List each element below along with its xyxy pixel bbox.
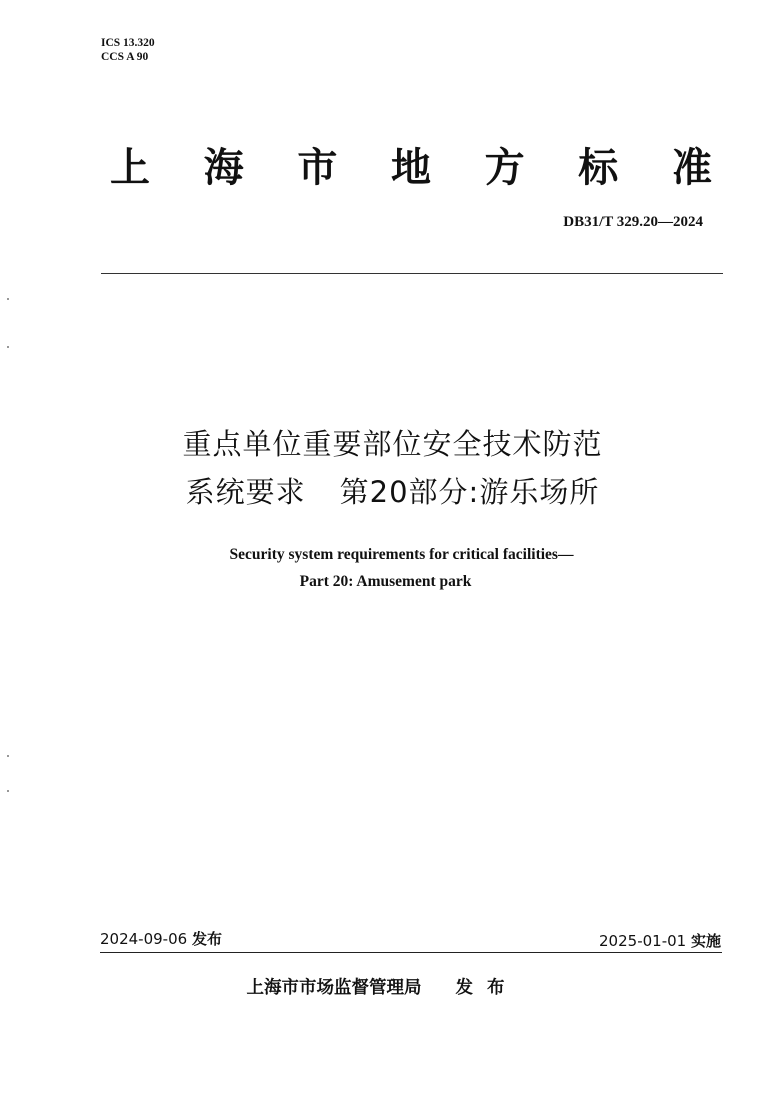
english-title xyxy=(0,541,765,595)
chinese-title-line-2 xyxy=(0,468,765,516)
title-char: 地 xyxy=(390,145,431,191)
title-char: 准 xyxy=(671,145,712,191)
scan-speck xyxy=(7,790,9,792)
title-char: 海 xyxy=(203,145,244,191)
issuer-action: 发布 xyxy=(455,978,519,998)
chinese-title-line-2-part-1: 系统要求 xyxy=(185,475,306,509)
english-title-line-1: Security system requirements for critical facilities— xyxy=(229,546,574,563)
classification-codes xyxy=(101,36,155,64)
scan-speck xyxy=(7,755,9,757)
issuer-name: 上海市市场监督管理局 xyxy=(246,978,422,998)
title-char: 上 xyxy=(110,145,150,191)
scan-speck xyxy=(7,298,9,300)
issue-date-label: 发布 xyxy=(191,930,222,948)
issue-date-value: 2024-09-06 xyxy=(100,930,188,948)
effective-date-value: 2025-01-01 xyxy=(599,932,687,950)
effective-date-label: 实施 xyxy=(690,932,721,950)
chinese-title xyxy=(0,420,765,516)
ccs-code: CCS A 90 xyxy=(101,51,149,63)
footer-divider xyxy=(100,952,722,953)
scan-speck xyxy=(7,346,9,348)
english-title-line-2: Part 20: Amusement park xyxy=(299,573,472,590)
title-char: 方 xyxy=(484,145,525,191)
standard-number: DB31/T 329.20—2024 xyxy=(563,214,703,230)
title-char: 市 xyxy=(297,145,338,191)
title-char: 标 xyxy=(578,145,619,191)
ics-code: ICS 13.320 xyxy=(101,37,155,49)
effective-date xyxy=(599,930,721,951)
header-divider xyxy=(101,273,723,274)
standard-category-title xyxy=(110,142,712,194)
chinese-title-line-1: 重点单位重要部位安全技术防范 xyxy=(182,427,603,461)
chinese-title-line-2-part-2: 第20部分:游乐场所 xyxy=(339,475,600,509)
issue-date xyxy=(100,928,222,949)
issuing-authority xyxy=(0,974,765,999)
